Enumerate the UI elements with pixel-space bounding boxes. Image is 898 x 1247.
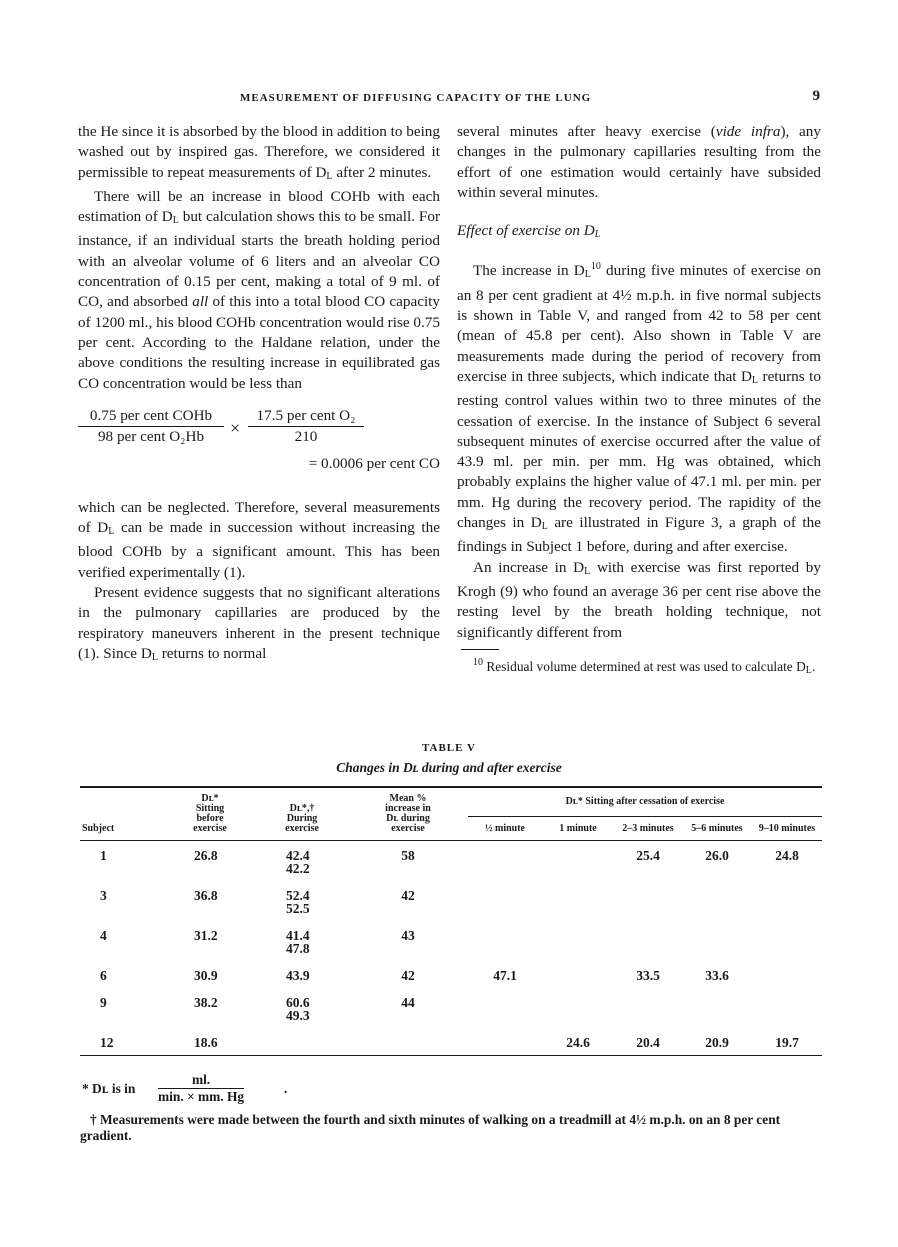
paragraph: the He since it is absorbed by the blood in addition to being washed out by inspired gas. Therefore, we considered it permissible to repeat measurements of $D_L$ after 2 minutes. <box>78 123 440 182</box>
table-row: 9 38.2 60.6 49.3 44 <box>100 995 415 1023</box>
left-column <box>78 122 440 668</box>
paragraph: The increase in $D_L^{10}$ during five minutes of exercise on an 8 per cent gradient at 4½ m.p.h. in five normal subjects is shown in Table V, and ranged from 42 to 58 per cent (mean of 45.8 per cent). Also shown in Table V are measurements made during the period of recovery from exercise in three subjects, which indicate that $D_L$ returns to resting control values within two to three minutes of the cessation of exercise. In the instance of Subject 6 several subsequent minutes of exercise occurred after the value of 43.9 ml. per min. per mm. Hg was obtained, which probably explains the higher value of 47.1 ml. per min. per mm. Hg during the recovery period. The rapidity of the changes in $D_L$ are illustrated in Figure 3, a graph of the findings in Subject 1 before, during and after exercise. <box>457 261 821 556</box>
col-before: Dʟ* Sitting before exercise <box>164 787 256 841</box>
table-notes <box>80 1072 824 1144</box>
data-table <box>80 786 822 1056</box>
col-half-minute: ½ minute <box>468 817 542 841</box>
table-row: 4 31.2 41.4 47.8 43 <box>100 928 415 956</box>
paragraph: There will be an increase in blood COHb with each estimation of $D_L$ but calculation shows this to be small. For instance, if an individual starts the breath holding period with an alveolar volume of 6 liters and an alveolar CO concentration of 0.15 per cent, making a total of 9 ml. of CO, and absorbed all of this into a total blood CO capacity of 1200 ml., his blood COHb concentration would rise 0.75 per cent. According to the Haldane relation, under the above conditions the resulting increase in equilibrated gas CO concentration would be less than <box>78 187 440 392</box>
times-sign: × <box>230 417 241 438</box>
col-5-6-minutes: 5–6 minutes <box>682 817 752 841</box>
page-number: 9 <box>812 88 820 104</box>
paragraph: several minutes after heavy exercise (vide infra), any changes in the pulmonary capillaries resulting from the effort of one estimation would certainly have subsided within several minutes. <box>457 123 821 201</box>
table-row: 12 18.6 24.6 20.4 20.9 19.7 <box>80 1028 822 1056</box>
right-column <box>457 122 821 680</box>
footnote-rule <box>461 649 499 650</box>
col-mean: Mean % increase in Dʟ during exercise <box>348 787 468 841</box>
table-caption: Changes in Dʟ during and after exercise <box>336 760 562 775</box>
page-header <box>80 88 820 110</box>
footnote: $^{10}$ Residual volume determined at rest was used to calculate $D_L$. <box>473 656 816 676</box>
formula-result: = 0.0006 per cent CO <box>308 454 440 472</box>
col-subject: Subject <box>80 787 164 841</box>
col-1-minute: 1 minute <box>542 817 614 841</box>
paragraph: which can be neglected. Therefore, several measurements of $D_L$ can be made in succession without increasing the blood COHb by a significant amount. This has been verified experimentally (1). <box>78 498 440 581</box>
col-during: Dʟ*,† During exercise <box>256 787 348 841</box>
fraction-right: 17.5 per cent O₂ 210 <box>248 406 364 448</box>
fraction-left: 0.75 per cent COHb 98 per cent O₂Hb <box>78 406 224 448</box>
col-9-10-minutes: 9–10 minutes <box>752 817 822 841</box>
table-note-units: * Dʟ is in ml. min. × mm. Hg . <box>82 1072 288 1104</box>
paragraph: Present evidence suggests that no significant alterations in the pulmonary capillaries are produced by the respiratory maneuvers inherent in the present technique (1). Since $D_L$ returns to normal <box>78 584 440 663</box>
col-group-after: Dʟ* Sitting after cessation of exercise <box>468 787 822 817</box>
col-2-3-minutes: 2–3 minutes <box>614 817 682 841</box>
table-label: TABLE V <box>422 742 476 754</box>
table-row: 3 36.8 52.4 52.5 42 <box>100 888 415 916</box>
paragraph: An increase in $D_L$ with exercise was first reported by Krogh (9) who found an average 36 per cent rise above the resting level by the breath holding technique, not significantly different from <box>457 558 821 641</box>
running-title: MEASUREMENT OF DIFFUSING CAPACITY OF THE LUNG <box>240 92 592 104</box>
table-note-measurements: † Measurements were made between the fourth and sixth minutes of walking on a treadmill at 4½ m.p.h. on an 8 per cent gradient. <box>80 1112 781 1143</box>
section-title: Effect of exercise on $D_L$ <box>457 222 601 241</box>
table-row: 6 30.9 43.9 42 47.1 33.5 33.6 <box>100 968 729 983</box>
table-row: 1 26.8 42.4 42.2 58 25.4 26.0 24.8 <box>100 848 799 876</box>
haldane-formula <box>78 406 440 490</box>
